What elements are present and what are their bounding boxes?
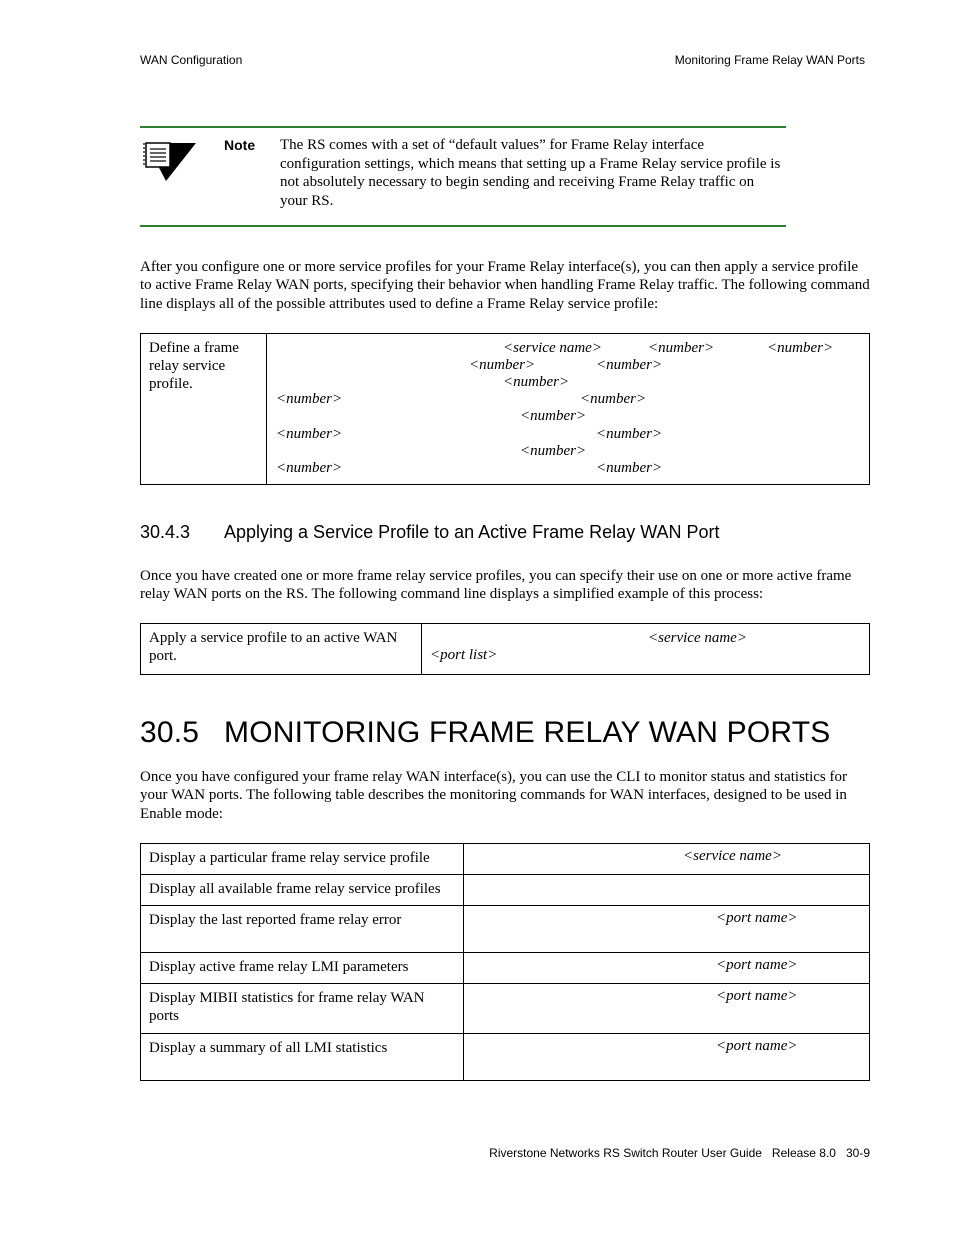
number-param: <number> [596,357,663,373]
number-param: <number> [520,443,587,459]
running-header-left: WAN Configuration [140,53,243,67]
number-param: <number> [767,340,834,356]
section-heading-30-5 [140,716,830,750]
number-param: <number> [648,340,715,356]
monitor-commands-table [140,843,870,1081]
service-name-param: <service name> [683,848,782,864]
service-name-param: <service name> [503,340,602,356]
number-param: <number> [580,391,647,407]
number-param: <number> [596,426,663,442]
row-command [464,953,870,984]
note-bottom-rule [140,225,786,227]
row-command [464,844,870,875]
page-footer: Riverstone Networks RS Switch Router User Guide Release 8.0 30-9 [489,1146,870,1160]
number-param: <number> [276,460,343,476]
section-30-4-3-paragraph: Once you have created one or more frame relay service profiles, you can specify their use on one or more active frame relay WAN ports on the RS. The following command line displays a simplified example of this process: [140,568,852,603]
table-row [141,1034,870,1081]
number-param: <number> [469,357,536,373]
note-top-rule [140,126,786,128]
row-description: Display a particular frame relay service profile [141,844,464,875]
row-description: Display active frame relay LMI parameters [141,953,464,984]
section-number: 30.5 [140,716,200,749]
define-profile-description: Define a frame relay service profile. [141,334,267,485]
port-name-param: <port name> [716,957,798,973]
number-param: <number> [276,426,343,442]
port-name-param: <port name> [716,988,798,1004]
number-param: <number> [520,408,587,424]
row-command [464,1034,870,1081]
define-profile-command [267,334,870,485]
row-command [464,906,870,953]
table-row [141,875,870,906]
service-name-param: <service name> [648,630,747,646]
running-header-right: Monitoring Frame Relay WAN Ports [674,53,865,67]
define-profile-table [140,333,870,485]
port-name-param: <port name> [716,910,798,926]
intro-paragraph: After you configure one or more service profiles for your Frame Relay interface(s), you can then apply a service profile to active Frame Relay WAN ports, specifying their behavior when handling Frame Relay traffic. The following command line displays all of the possible attributes used to define a Frame Relay service profile: [140,259,870,312]
apply-profile-description: Apply a service profile to an active WAN port. [141,624,422,675]
number-param: <number> [503,374,570,390]
note-icon [142,139,198,183]
row-description: Display all available frame relay service profiles [141,875,464,906]
section-number: 30.4.3 [140,522,191,542]
table-row [141,906,870,953]
number-param: <number> [596,460,663,476]
note-label: Note [224,137,256,153]
number-param: <number> [276,391,343,407]
apply-profile-command [422,624,870,675]
table-row [141,953,870,984]
section-title: Applying a Service Profile to an Active Frame Relay WAN Port [224,522,720,542]
row-description: Display the last reported frame relay error [141,906,464,953]
apply-profile-table [140,623,870,675]
row-description: Display MIBII statistics for frame relay WAN ports [141,984,464,1034]
table-row [141,984,870,1034]
section-heading-30-4-3 [140,522,720,543]
section-title: MONITORING FRAME RELAY WAN PORTS [224,716,831,749]
row-command [464,984,870,1034]
note-text: The RS comes with a set of “default values” for Frame Relay interface configuration settings, which means that setting up a Frame Relay service profile is not absolutely necessary to begin sending and receiving Frame Relay traffic on your RS. [280,137,781,209]
row-command [464,875,870,906]
table-row [141,844,870,875]
port-name-param: <port name> [716,1038,798,1054]
section-30-5-paragraph: Once you have configured your frame relay WAN interface(s), you can use the CLI to monitor status and statistics for your WAN ports. The following table describes the monitoring commands for WAN interfaces, designed to be used in Enable mode: [140,769,847,822]
row-description: Display a summary of all LMI statistics [141,1034,464,1081]
port-list-param: <port list> [430,647,498,663]
